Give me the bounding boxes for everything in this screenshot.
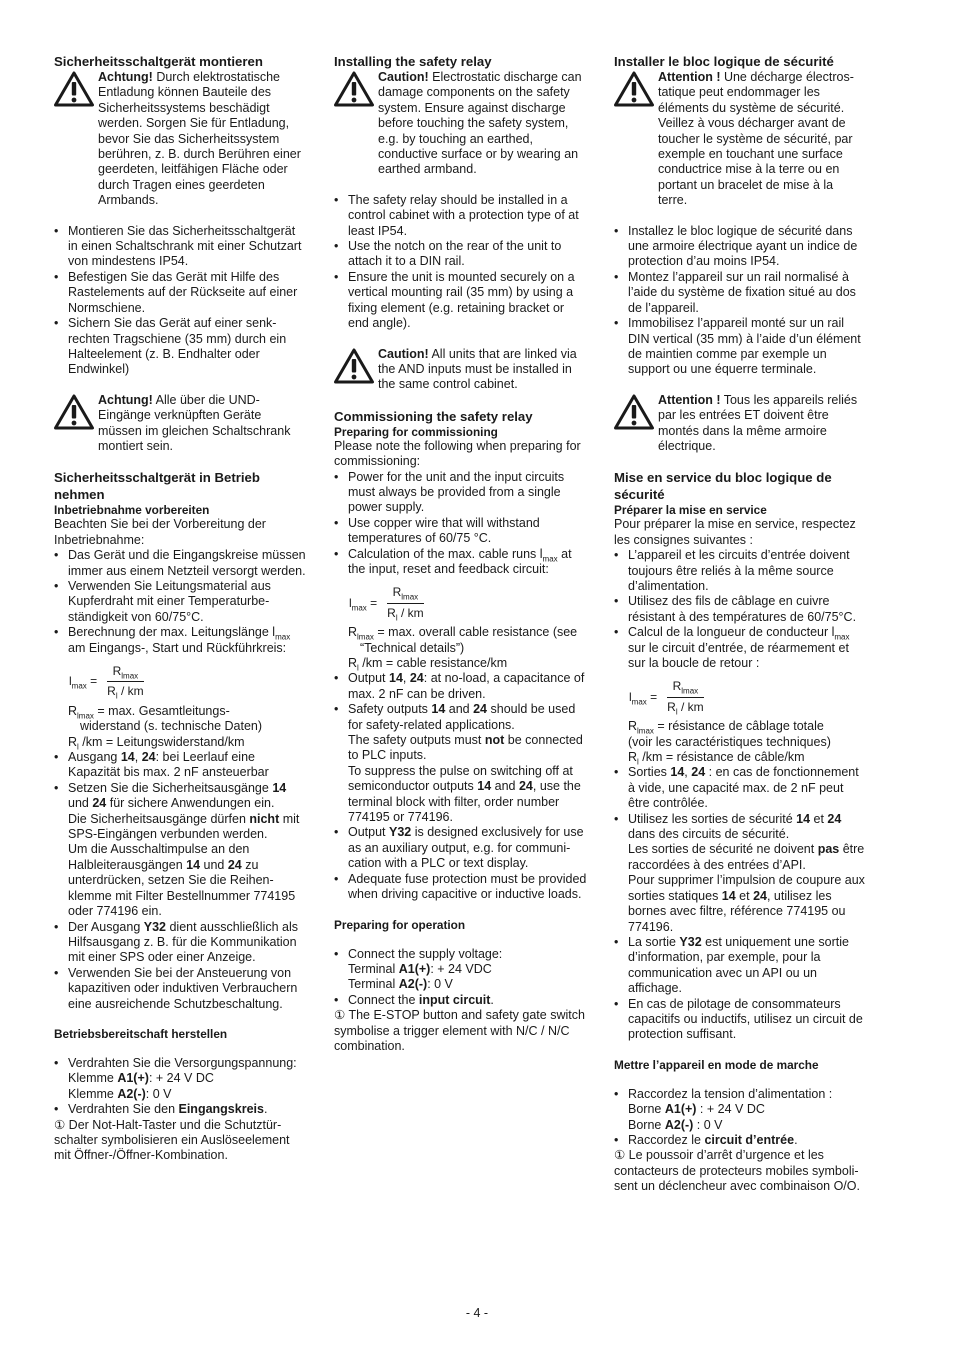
list-item: • Utilisez des fils de câblage en cuivre résistant à des températures de 60/75°C. <box>614 594 876 625</box>
column-german <box>54 53 316 1164</box>
list-item: • Verdrahten Sie die Versorgungspannung: Klemme A1(+): + 24 V DC Klemme A2(-): 0 V <box>54 1056 316 1102</box>
caution-esd <box>614 70 876 209</box>
warning-icon <box>334 348 378 388</box>
list-item: • Adequate fuse protection must be provided when driving capacitive or inductive loads. <box>334 872 596 903</box>
ready-bullet-list <box>614 1087 876 1149</box>
list-item: • Calculation of the max. cable runs $l_{max}$ at the input, reset and feedback circuit: <box>334 547 596 578</box>
column-french <box>614 53 876 1195</box>
caution-label: Caution! <box>378 70 429 84</box>
warning-icon <box>54 71 98 111</box>
list-item: • Output Y32 is designed exclusively for use as an auxiliary output, e.g. for communi- cation with a PLC or text display. <box>334 825 596 871</box>
caution-and-inputs <box>614 393 876 455</box>
list-item: • Power for the unit and the input circuits must always be provided from a single power supply. <box>334 470 596 516</box>
heading-mount: Installer le bloc logique de sécurité <box>614 54 834 69</box>
list-item: • Use copper wire that will withstand temperatures of 60/75 °C. <box>334 516 596 547</box>
prep-intro: Please note the following when preparing for commissioning: <box>334 438 581 469</box>
warning-icon <box>54 394 98 434</box>
list-item: • Verdrahten Sie den Eingangskreis. <box>54 1102 316 1117</box>
subheading-prep: Préparer la mise en service <box>614 503 767 518</box>
outputs-bullet-list <box>614 765 876 1042</box>
formula-legend: $R_{lmax}$ = résistance de câblage totale (voir les caractéristiques techniques) $R_l$ /km = résistance de câble/km <box>628 719 831 767</box>
list-item: • Safety outputs 14 and 24 should be used for safety-related applications. The safety outputs must not be connected to PLC inputs. To suppress the pulse on switching off at semiconductor outputs 14 and 24, use the terminal block with filter, order number 774195 or 774196. <box>334 702 596 825</box>
prep-bullet-list <box>614 548 876 671</box>
list-item: • Output 14, 24: at no-load, a capacitance of max. 2 nF can be driven. <box>334 671 596 702</box>
formula-cable-length: $l_{max}$ = $\frac{R_{lmax}}{R_l / km}$ <box>69 664 144 701</box>
prep-intro: Pour préparer la mise en service, respectez les consignes suivantes : <box>614 517 856 547</box>
mount-bullet-list <box>614 224 876 378</box>
outputs-bullet-list <box>334 671 596 902</box>
caution-and-inputs <box>54 393 316 455</box>
warning-icon <box>334 71 378 111</box>
caution-text: Achtung! Alle über die UND- Eingänge verknüpften Geräte müssen im gleichen Schaltschrank montiert sein. <box>98 392 291 453</box>
prep-intro: Beachten Sie bei der Vorbereitung der Inbetriebnahme: <box>54 517 266 547</box>
caution-text: Attention ! Une décharge électros- tatique peut endommager les éléments du système de sécurité. Veillez à vous décharger avant de toucher le système de sécurité, par exemple en touchant une surface conductrice mise à la terre ou en portant un bracelet de mise à la terre. <box>658 70 854 208</box>
caution-label: Achtung! <box>98 70 153 84</box>
warning-icon <box>614 71 658 111</box>
caution-text: Achtung! Durch elektrostatische Entladung können Bauteile des Sicherheitssystems beschädigt werden. Sorgen Sie für Entladung, bevor Sie das Sicherheitssystem berühren, z. B. durch Berühren einer geerdeten, leitfähigen Fläche oder durch Tragen eines geerdeten Armbands. <box>98 70 301 208</box>
heading-commission: Sicherheitsschaltgerät in Betrieb nehmen <box>54 470 260 503</box>
mount-bullet-list <box>54 224 316 378</box>
prep-bullet-list <box>334 470 596 578</box>
list-item: • Befestigen Sie das Gerät mit Hilfe des Rastelements auf der Rückseite auf einer Normschiene. <box>54 270 316 316</box>
list-item: • Connect the supply voltage: Terminal A1(+): + 24 VDC Terminal A2(-): 0 V <box>334 947 596 993</box>
caution-text: Attention ! Tous les appareils reliés par les entrées ET doivent être montés dans la même armoire électrique. <box>658 392 858 453</box>
outputs-bullet-list <box>54 750 316 1012</box>
formula-legend: $R_{lmax} = \max$. Gesamtleitungs- widerstand (s. technische Daten) $R_l$ /km = Leitungswiderstand/km <box>68 703 263 752</box>
column-english <box>334 53 596 1054</box>
list-item: • Verwenden Sie bei der Ansteuerung von kapazitiven oder induktiven Verbrauchern eine ausreichende Schutzbeschaltung. <box>54 966 316 1012</box>
heading-commission: Commissioning the safety relay <box>334 408 533 424</box>
caution-label: Caution! <box>378 346 429 361</box>
ready-bullet-list <box>334 947 596 1009</box>
heading-commission: Mise en service du bloc logique de sécurité <box>614 470 832 503</box>
caution-text: Caution! All units that are linked via the AND inputs must be installed in the same control cabinet. <box>378 346 577 392</box>
list-item: • Calcul de la longueur de conducteur $l_{max}$ sur le circuit d’entrée, de réarmement et sur la boucle de retour : <box>614 625 876 671</box>
formula-legend: $R_{lmax} = \max$. overall cable resistance (see “Technical details”) $R_l$ /km = cable resistance/km <box>348 625 578 673</box>
heading-mount: Sicherheitsschaltgerät montieren <box>54 54 263 69</box>
formula-cable-length: $l_{max}$ = $\frac{R_{lmax}}{R_l / km}$ <box>349 585 424 623</box>
subheading-ready: Betriebsbereitschaft herstellen <box>54 1026 228 1041</box>
subheading-ready: Preparing for operation <box>334 917 466 932</box>
list-item: • Ensure the unit is mounted securely on a vertical mounting rail (35 mm) by using a fixing element (e.g. retaining bracket or end angle). <box>334 270 596 332</box>
list-item: • Der Ausgang Y32 dient ausschließlich als Hilfsausgang z. B. für die Kommunikation mit einer SPS oder einer Anzeige. <box>54 920 316 966</box>
subheading-prep: Inbetriebnahme vorbereiten <box>54 503 210 518</box>
ready-bullet-list <box>54 1056 316 1118</box>
note-estop: ① The E-STOP button and safety gate switch symbolise a trigger element with N/C / N/C combination. <box>334 1008 585 1053</box>
list-item: • La sortie Y32 est uniquement une sortie d’information, par exemple, pour la communication avec un API ou un affichage. <box>614 935 876 997</box>
note-estop: ① Le poussoir d’arrêt d’urgence et les contacteurs de protecteurs mobiles symboli- sent un déclencheur avec combinaison O/O. <box>614 1148 860 1194</box>
list-item: • Raccordez le circuit d’entrée. <box>614 1133 876 1148</box>
list-item: • Use the notch on the rear of the unit to attach it to a DIN rail. <box>334 239 596 270</box>
note-estop: ① Der Not-Halt-Taster und die Schutztür- schalter symbolisieren ein Auslöseelement mit Öffner-/Öffner-Kombination. <box>54 1117 290 1163</box>
caution-esd <box>54 70 316 209</box>
list-item: • Connect the input circuit. <box>334 993 596 1008</box>
caution-text: Caution! Electrostatic discharge can damage components on the safety system. Ensure against discharge before touching the safety system, e.g. by touching an earthed, conductive surface or by wearing an earthed armband. <box>378 70 582 177</box>
list-item: • Ausgang 14, 24: bei Leerlauf eine Kapazität bis max. 2 nF ansteuerbar <box>54 750 316 781</box>
warning-icon <box>614 394 658 434</box>
subheading-ready: Mettre l’appareil en mode de marche <box>614 1057 819 1072</box>
list-item: • Installez le bloc logique de sécurité dans une armoire électrique ayant un indice de protection d’au moins IP54. <box>614 224 876 270</box>
list-item: • En cas de pilotage de consommateurs capacitifs ou inductifs, utilisez un circuit de protection suffisant. <box>614 997 876 1043</box>
subheading-prep: Preparing for commissioning <box>334 424 498 439</box>
list-item: • L’appareil et les circuits d’entrée doivent toujours être reliés à la même source d’alimentation. <box>614 548 876 594</box>
list-item: • Berechnung der max. Leitungslänge $l_{max}$ am Eingangs-, Start und Rückführkreis: <box>54 625 316 656</box>
caution-esd <box>334 70 596 178</box>
list-item: • Immobilisez l’appareil monté sur un rail DIN vertical (35 mm) à l’aide d’un élément de maintien comme par exemple un support ou une équerre terminale. <box>614 316 876 378</box>
list-item: • Montieren Sie das Sicherheitsschaltgerät in einen Schaltschrank mit einer Schutzart von mindestens IP54. <box>54 224 316 270</box>
list-item: • Utilisez les sorties de sécurité 14 et 24 dans des circuits de sécurité. Les sorties de sécurité ne doivent pas être raccordées à des entrées d’API. Pour supprimer l’impulsion de coupure aux sorties statiques 14 et 24, utilisez les bornes avec filtre, référence 774195 ou 774196. <box>614 812 876 935</box>
page-number: - 4 - <box>465 1306 489 1320</box>
list-item: • Setzen Sie die Sicherheitsausgänge 14 und 24 für sichere Anwendungen ein. Die Sicherheitsausgänge dürfen nicht mit SPS-Eingängen verbunden werden. Um die Ausschaltimpulse an den Halbleiterausgängen 14 und 24 zu unterdrücken, setzen Sie die Reihen- klemme mit Filter Bestellnummer 774195 oder 774196 ein. <box>54 781 316 920</box>
formula-cable-length: $l_{max}$ = $\frac{R_{lmax}}{R_l / km}$ <box>629 679 704 717</box>
mount-bullet-list <box>334 193 596 332</box>
list-item: • Sichern Sie das Gerät auf einer senk- rechten Tragschiene (35 mm) durch ein Halteelement (z. B. Endhalter oder Endwinkel) <box>54 316 316 378</box>
list-item: • Montez l’appareil sur un rail normalisé à l’aide du système de fixation situé au dos de l’appareil. <box>614 270 876 316</box>
caution-label: Achtung! <box>98 392 153 407</box>
list-item: • Verwenden Sie Leitungsmaterial aus Kupferdraht mit einer Temperaturbe- ständigkeit von 60/75°C. <box>54 579 316 625</box>
caution-and-inputs <box>334 347 596 393</box>
caution-label: Attention ! <box>658 70 721 84</box>
list-item: • Das Gerät und die Eingangskreise müssen immer aus einem Netzteil versorgt werden. <box>54 548 316 579</box>
heading-mount: Installing the safety relay <box>334 54 492 69</box>
list-item: • The safety relay should be installed in a control cabinet with a protection type of at least IP54. <box>334 193 596 239</box>
prep-bullet-list <box>54 548 316 656</box>
list-item: • Sorties 14, 24 : en cas de fonctionnement à vide, une capacité max. de 2 nF peut être contrôlée. <box>614 765 876 811</box>
caution-label: Attention ! <box>658 392 721 407</box>
list-item: • Raccordez la tension d’alimentation : Borne A1(+) : + 24 V DC Borne A2(-) : 0 V <box>614 1087 876 1133</box>
